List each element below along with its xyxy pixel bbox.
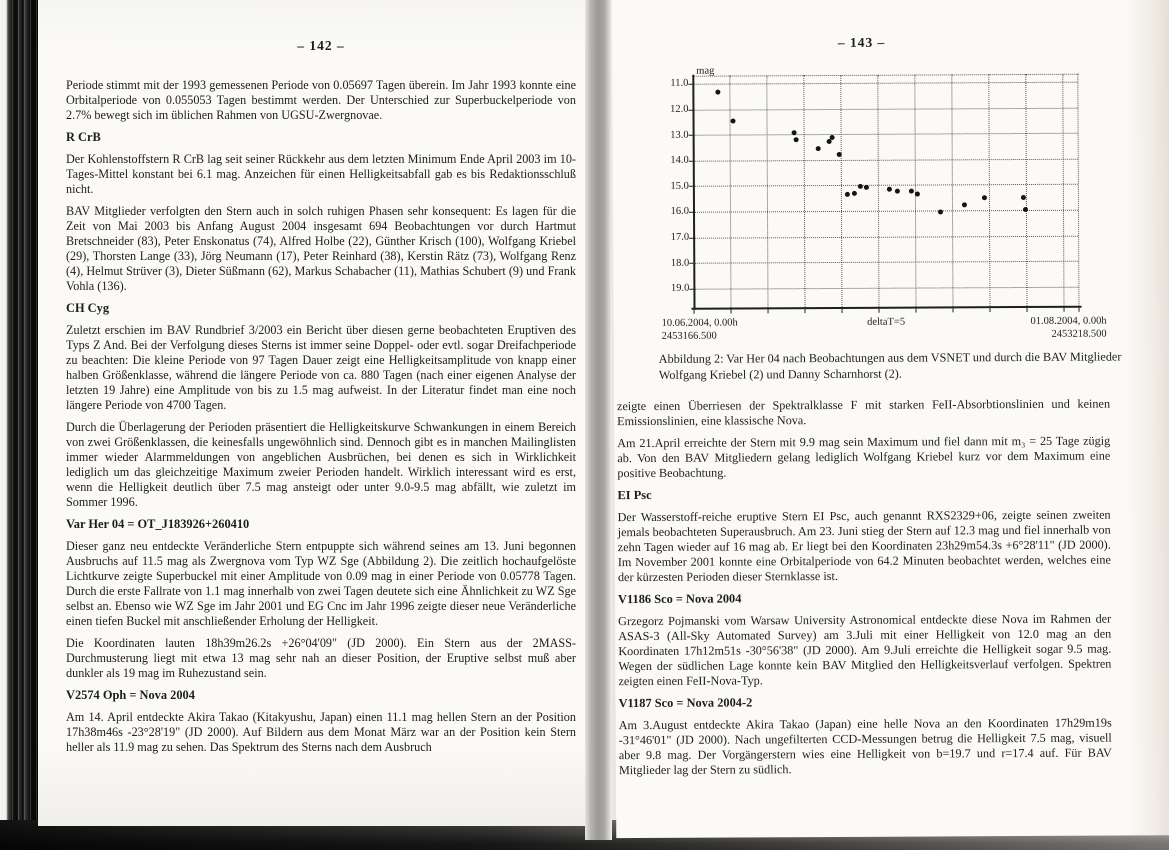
data-point <box>858 184 863 189</box>
chart-y-tick <box>689 135 693 136</box>
chart-x-tick <box>1064 308 1065 312</box>
page-142-text <box>66 78 576 762</box>
section-heading: Var Her 04 = OT_J183926+260410 <box>66 517 250 531</box>
y-tick-label: 16.0 <box>670 206 690 218</box>
chart-x-tick <box>1027 308 1028 312</box>
section-heading: V2574 Oph = Nova 2004 <box>66 688 195 702</box>
paragraph: Am 3.August entdeckte Akira Takao (Japan) eine helle Nova an den Koordinaten 17h29m19s -31°46'01" (JD 2000). Nach ungefilterten CCD-Messungen betrug die Helligkeit 7.5 mag, visuell aber 9.8 mag. Der Vorgängerstern wies eine Helligkeit von b=19.7 und r=17.4 auf. Für BAV Mitglieder lag der Stern zu südlich. <box>618 715 1112 778</box>
data-point <box>852 190 857 195</box>
y-tick-label: 15.0 <box>670 180 689 192</box>
chart-x-tick <box>1079 308 1080 312</box>
lightcurve-chart <box>612 59 1119 354</box>
chart-y-tick <box>688 109 692 110</box>
chart-y-tick <box>689 289 693 290</box>
paragraph: Der Kohlenstoffstern R CrB lag seit seiner Rückkehr aus dem letzten Minimum Ende April 2003 im 10-Tages-Mittel konstant bei 6.1 mag. Anzeichen für einen Helligkeitsabfall gab es bis Redaktionsschluß nicht. <box>66 152 576 196</box>
data-point <box>938 209 943 214</box>
y-tick-label: 14.0 <box>670 155 689 167</box>
data-point <box>982 195 987 200</box>
book-left-edge-shadow <box>0 0 38 850</box>
chart-x-tick <box>879 309 880 313</box>
chart-y-tick <box>689 237 693 238</box>
chart-x-label-end-jd: 2453218.500 <box>1051 328 1107 340</box>
paragraph: Zuletzt erschien im BAV Rundbrief 3/2003 ein Bericht über diesen gerne beobachteten Eruptiven des Typs Z And. Bei der Verfolgung dieses Sterns ist immer seine Doppel- oder evtl. sogar Dreifachperiode zu beachten: Die kleine Periode von 97 Tagen Dauer zeigt eine Helligkeitsamplitude von knapp einer halben Größenklasse, während die längere Periode von ca. 880 Tagen (nach einer eigenen Analyse der letzten 19 Jahre) eine Amplitude von bis zu 1.5 mag aufweist. In der Literatur findet man eine noch längere Periode von 4700 Tagen. <box>66 323 576 412</box>
page-number-142: – 142 – <box>297 38 345 53</box>
chart-x-tick <box>916 309 917 313</box>
chart-x-tick <box>731 310 732 314</box>
chart-x-label-deltat: deltaT=5 <box>867 316 906 328</box>
data-point <box>794 137 799 142</box>
paragraph: zeigte einen Überriesen der Spektralklasse F mit starken FeII-Absorbtionslinien und keinen Emissionslinien, eine klassische Nova. <box>616 396 1111 429</box>
page-number-143: – 143 – <box>837 34 886 50</box>
paragraph: BAV Mitglieder verfolgten den Stern auch in solch ruhigen Phasen sehr konsequent: Es lagen für die Zeit von Mai 2003 bis Anfang August 2004 insgesamt 694 Beobachtungen vor durch Hartmut Bretschneider (83), Peter Enskonatus (74), Alfred Holbe (22), Günther Krisch (100), Wolfgang Kriebel (29), Thorsten Lange (33), Jörg Neumann (17), Peter Reinhard (38), Kerstin Rätz (73), Wolfgang Renz (4), Helmut Strüver (3), Dieter Süßmann (62), Markus Schabacher (11), Mathias Schubert (9) und Frank Vohla (136). <box>66 204 576 293</box>
chart-y-tick <box>688 84 692 85</box>
y-tick-label: 19.0 <box>671 283 690 295</box>
chart-x-label-start-jd: 2453166.500 <box>661 330 717 342</box>
section-heading: R CrB <box>66 130 101 144</box>
chart-y-tick <box>689 160 693 161</box>
figure-caption: Abbildung 2: Var Her 04 nach Beobachtungen aus dem VSNET und durch die BAV Mitglieder Wolfgang Kriebel (2) und Danny Scharnhorst (2). <box>658 349 1122 382</box>
section-heading: EI Psc <box>617 487 652 503</box>
chart-gridline <box>1077 74 1079 306</box>
chart-y-tick <box>689 212 693 213</box>
chart-y-tick <box>689 263 693 264</box>
data-point <box>731 118 736 123</box>
chart-y-axis-label: mag <box>696 65 715 77</box>
chart-x-label-start-date: 10.06.2004, 0.00h <box>661 317 738 329</box>
page-142 <box>38 0 585 826</box>
paragraph: Die Koordinaten lauten 18h39m26.2s +26°04'09" (JD 2000). Ein Stern aus der 2MASS-Durchmusterung liegt mit etwa 13 mag sehr nah an dieser Position, der Eruptive selbst muß aber dunkler als 19 mag im Ruhezustand sein. <box>66 636 576 680</box>
page-143 <box>612 0 1169 838</box>
y-tick-label: 18.0 <box>670 257 690 269</box>
paragraph: Am 21.April erreichte der Stern mit 9.9 mag sein Maximum und fiel dann mit m₃ = 25 Tage zügig ab. Von den BAV Mitgliedern gelang lediglich Wolfgang Kriebel kurz vor dem Maximum eine positive Beobachtung. <box>617 433 1111 481</box>
chart-x-label-end-date: 01.08.2004, 0.00h <box>1030 315 1107 327</box>
section-heading: V1187 Sco = Nova 2004-2 <box>618 695 753 711</box>
paragraph: Dieser ganz neu entdeckte Veränderliche Stern entpuppte sich während seines am 13. Juni begonnen Ausbruchs auf 11.5 mag als Zwergnova vom Typ WZ Sge (Abbildung 2). Die zeitlich hochaufgelöste Lichtkurve zeigte Superbuckel mit einer Amplitude von 0.09 mag in einer Periode von 0.05778 Tagen. Durch die erste Fallrate von 1.1 mag innerhalb von zwei Tagen deutete sich eine Ähnlichkeit zu WZ Sge selbst an. Ebenso wie WZ Sge im Jahr 2001 und EG Cnc im Jahr 1996 zeigte dieser neue Veränderliche einen tiefen Buckel mit anschließender Erholung der Helligkeit. <box>66 539 576 628</box>
data-point <box>1021 195 1026 200</box>
y-tick-label: 12.0 <box>670 103 689 115</box>
paragraph: Grzegorz Pojmanski vom Warsaw University Astronomical entdeckte diese Nova im Rahmen der ASAS-3 (All-Sky Automated Survey) am 3.Juli mit einer Helligkeit von 12.0 mag an den Koordinaten 17h12m51s -30°56'38" (JD 2000). Am 9.Juli erreichte die Helligkeit sogar 9.5 mag. Wegen der südlichen Lage konnte kein BAV Mitglied den Helligkeitsverlauf verfolgen. Spektren zeigten einen FeII-Nova-Typ. <box>618 611 1112 689</box>
paragraph: Der Wasserstoff-reiche eruptive Stern EI Psc, auch genannt RXS2329+06, zeigte seinen zweiten jemals beobachteten Superausbruch. Am 23. Juni stieg der Stern auf 12.3 mag und fiel innerhalb von zehn Tagen wieder auf 16 mag ab. Er liegt bei den Koordinaten 23h29m54.3s +6°28'11" (JD 2000). Im November 2001 konnte eine Orbitalperiode von 64.2 Minuten beobachtet werden, welches eine der kürzesten Perioden dieser Sternklasse ist. <box>617 507 1111 585</box>
y-tick-label: 17.0 <box>670 231 690 243</box>
y-tick-label: 11.0 <box>670 78 689 90</box>
chart-x-tick <box>842 309 843 313</box>
chart-x-tick <box>990 308 991 312</box>
y-tick-label: 13.0 <box>670 129 689 141</box>
paragraph: Periode stimmt mit der 1993 gemessenen Periode von 0.05697 Tagen überein. Im Jahr 1993 konnte eine Orbitalperiode von 0.055053 Tagen bestimmt werden. Der Unterschied zur Superbuckelperiode von 2.7% bewegt sich im üblichen Rahmen von UGSU-Zwergnovae. <box>66 78 576 122</box>
page-143-text <box>617 397 1112 786</box>
chart-x-tick <box>694 310 695 314</box>
page-gutter-shadow <box>585 0 612 840</box>
paragraph: Durch die Überlagerung der Perioden präsentiert die Helligkeitskurve Schwankungen in einem Bereich von zwei Größenklassen, die keinesfalls ungewöhnlich sind. Dennoch gibt es in manchen Mailinglisten immer wieder Alarmmeldungen von angeblichen Ausbrüchen, bei denen es sich in Wirklichkeit lediglich um das gleichzeitige Maximum zweier Perioden handelt. Wirklich interessant wird es erst, wenn die Helligkeit deutlich über 7.5 mag ansteigt oder unter 9.0-9.5 mag abfällt, wie zuletzt im Sommer 1996. <box>66 420 576 509</box>
chart-x-tick <box>953 308 954 312</box>
chart-x-tick <box>805 309 806 313</box>
data-point <box>915 191 920 196</box>
paragraph: Am 14. April entdeckte Akira Takao (Kitakyushu, Japan) einen 11.1 mag hellen Stern an der Position 17h38m46s -23°28'19" (JD 2000). Auf Bildern aus dem Monat März war an der Position kein Stern heller als 11.9 mag zu sehen. Das Spektrum des Sterns nach dem Ausbruch <box>66 710 576 754</box>
chart-x-tick <box>768 309 769 313</box>
section-heading: V1186 Sco = Nova 2004 <box>617 591 742 607</box>
data-point <box>815 146 820 151</box>
section-heading: CH Cyg <box>66 301 110 315</box>
chart-y-tick <box>689 186 693 187</box>
data-point <box>844 192 849 197</box>
